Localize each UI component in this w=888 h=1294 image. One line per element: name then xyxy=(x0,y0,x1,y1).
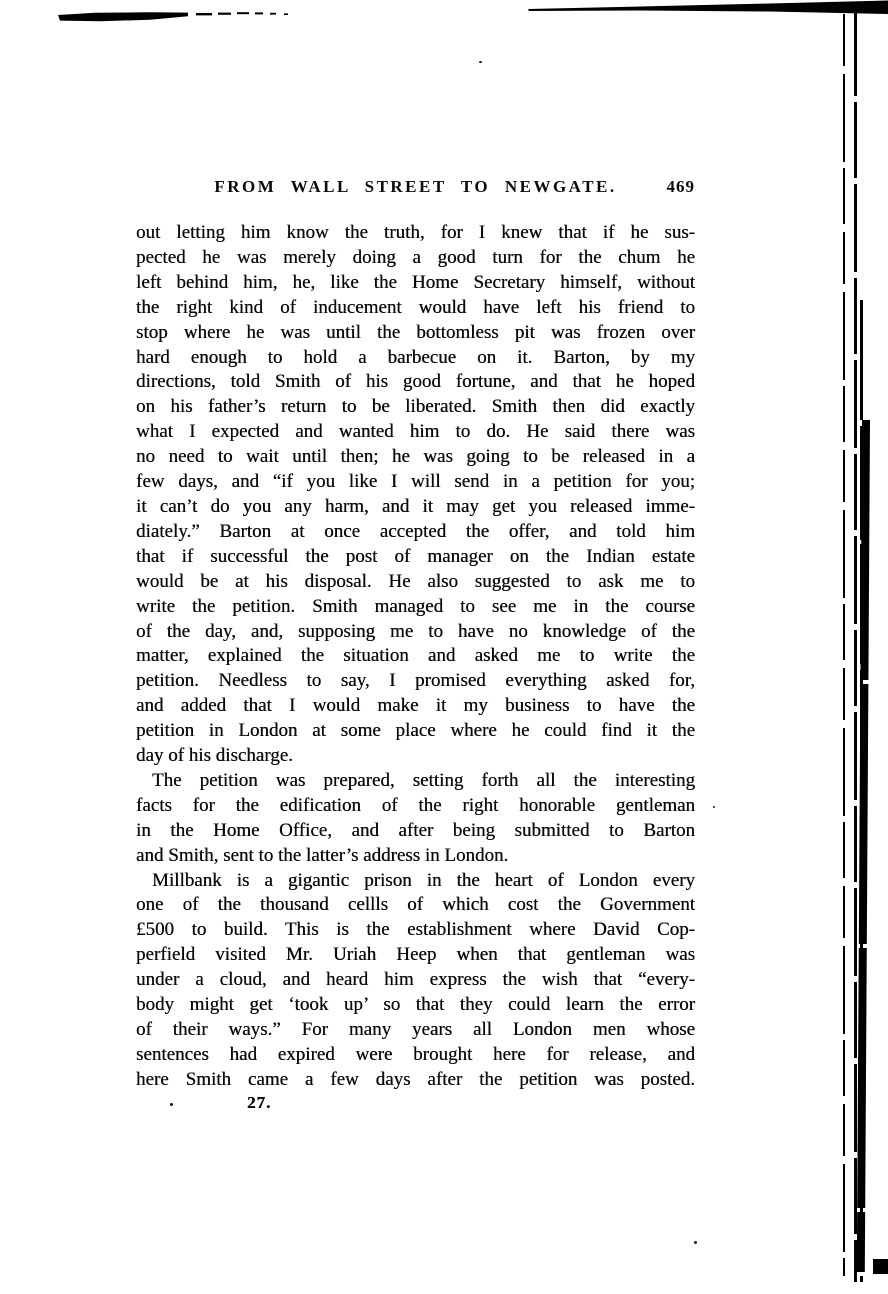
text-line: sentences had expired were brought here for release, and xyxy=(136,1043,695,1065)
text-line: stop where he was until the bottomless pit was frozen over xyxy=(136,321,695,343)
text-line: and added that I would make it my business to have the xyxy=(136,695,695,717)
ink-speck xyxy=(694,1241,697,1244)
text-line: of their ways.” For many years all London men whose xyxy=(136,1019,695,1040)
text-line: under a cloud, and heard him express the wish that “every- xyxy=(136,969,695,991)
text-line: no need to wait until then; he was going to be released in a xyxy=(136,446,695,468)
running-header xyxy=(136,176,695,197)
text-line: here Smith came a few days after the petition was posted. xyxy=(136,1068,695,1090)
ink-speck xyxy=(170,1103,173,1106)
text-line: the right kind of inducement would have left his friend to xyxy=(136,296,695,318)
text-line: pected he was merely doing a good turn for the chum he xyxy=(136,246,695,268)
text-line: would be at his disposal. He also suggested to ask me to xyxy=(136,570,695,592)
text-line: on his father’s return to be liberated. Smith then did exactly xyxy=(136,396,695,418)
text-line: what I expected and wanted him to do. He said there was xyxy=(136,421,695,443)
text-line: one of the thousand cellls of which cost the Government xyxy=(136,894,695,916)
text-line: write the petition. Smith managed to see me in the course xyxy=(136,595,695,617)
text-line: body might get ‘took up’ so that they could learn the error xyxy=(136,994,695,1016)
gutter-line-1 xyxy=(843,14,845,1276)
text-line: £500 to build. This is the establishment where David Cop- xyxy=(136,919,695,941)
text-line: few days, and “if you like I will send in a petition for you; xyxy=(136,471,695,493)
text-line-paragraph-start: Millbank is a gigantic prison in the heart of London every xyxy=(152,869,695,891)
text-line: in the Home Office, and after being submitted to Barton xyxy=(136,819,695,841)
text-line-paragraph-start: The petition was prepared, setting forth all the interesting xyxy=(152,769,695,791)
running-header-title: FROM WALL STREET TO NEWGATE. xyxy=(214,177,617,196)
text-line: petition. Needless to say, I promised everything asked for, xyxy=(136,670,695,692)
text-line: petition in London at some place where he could find it the xyxy=(136,720,695,742)
gutter-line-2 xyxy=(854,8,857,1282)
text-line: out letting him know the truth, for I knew that if he sus- xyxy=(136,222,695,243)
text-line: matter, explained the situation and asked me to write the xyxy=(136,645,695,667)
ink-speck xyxy=(713,806,715,808)
text-line: hard enough to hold a barbecue on it. Barton, by my xyxy=(136,346,695,368)
ink-speck xyxy=(479,61,482,63)
text-line: and Smith, sent to the latter’s address in London. xyxy=(136,844,509,866)
text-line: directions, told Smith of his good fortune, and that he hoped xyxy=(136,371,695,393)
scan-streaks-top xyxy=(0,0,888,40)
text-line: of the day, and, supposing me to have no knowledge of the xyxy=(136,620,695,642)
text-line: facts for the edification of the right honorable gentleman xyxy=(136,794,695,816)
text-line: left behind him, he, like the Home Secretary himself, without xyxy=(136,271,695,293)
text-line: perfield visited Mr. Uriah Heep when that gentleman was xyxy=(136,944,695,966)
page-number: 469 xyxy=(666,177,695,196)
gutter-line-heavy xyxy=(857,420,870,1272)
gutter-corner-block xyxy=(873,1259,888,1274)
text-line: day of his discharge. xyxy=(136,745,293,767)
text-line: it can’t do you any harm, and it may get you released imme- xyxy=(136,495,695,517)
body-text xyxy=(136,221,695,1093)
text-line: that if successful the post of manager on the Indian estate xyxy=(136,545,695,567)
text-line: diately.” Barton at once accepted the offer, and told him xyxy=(136,520,695,542)
signature-mark: 27. xyxy=(247,1093,272,1112)
